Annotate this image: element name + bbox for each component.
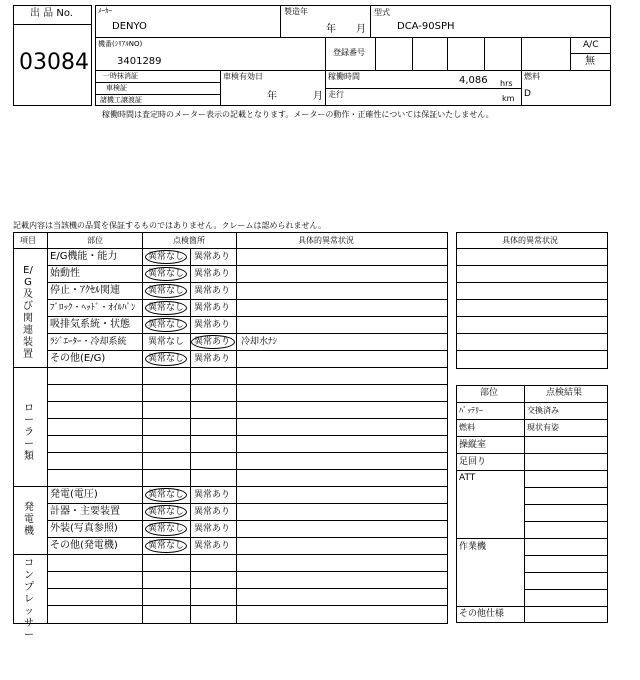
ng-option: 異常あり [194, 303, 231, 313]
ng-option: 異常あり [194, 320, 231, 330]
result-row-battery-value: 交換済み [527, 406, 559, 415]
group-label-generator: 発電機 [24, 502, 34, 537]
inspect-label: 車検有効日 [223, 72, 263, 81]
fuel-value: D [524, 89, 531, 99]
ok-option: 異常なし [148, 252, 185, 262]
reg-label: 登録番号 [333, 48, 365, 57]
part-cell: 発電(電圧) [50, 489, 98, 500]
result-row-undercarriage-part: 足回り [459, 457, 487, 467]
col-item-header: 項目 [20, 236, 36, 245]
ac-label: A/C [583, 40, 599, 50]
part-cell: その他(発電機) [50, 540, 118, 551]
result-col-result: 点検結果 [546, 388, 583, 398]
ng-option: 異常あり [194, 507, 231, 517]
result-row-fuel-value: 現状有姿 [527, 423, 559, 432]
fuel-label: 燃料 [524, 72, 540, 81]
part-cell: 吸排気系統・状態 [50, 319, 130, 330]
ok-option: 異常なし [148, 337, 185, 347]
detail-cell: 冷却水ﾅｼ [241, 337, 278, 347]
inspect-month-unit: 月 [313, 91, 323, 102]
lot-label: 出 品 No. [30, 8, 73, 19]
month-unit: 月 [356, 24, 366, 35]
hours-value: 4,086 [459, 75, 488, 86]
work-cert-label: 諸機工譲渡証 [100, 96, 142, 104]
ac-value: 無 [585, 56, 595, 67]
col-check-header: 点検箇所 [173, 236, 205, 245]
part-cell: ﾗｼﾞｴｰﾀｰ・冷却系統 [50, 337, 127, 347]
distance-label: 走行 [328, 90, 344, 99]
hours-unit: hrs [500, 79, 513, 88]
ok-option: 異常なし [148, 269, 185, 279]
model-value: DCA-90SPH [397, 21, 455, 32]
inspect-year-unit: 年 [267, 91, 277, 102]
result-row-other-part: その他仕様 [459, 609, 505, 619]
result-row-workmachine-part: 作業機 [459, 542, 487, 552]
ng-option: 異常あり [194, 252, 231, 262]
part-cell: 停止・ｱｸｾﾙ関連 [50, 285, 120, 296]
part-cell: その他(E/G) [50, 353, 106, 364]
part-cell: 計器・主要装置 [50, 506, 120, 517]
model-label: 型式 [374, 8, 390, 17]
right-detail-title: 具体的異常状況 [502, 236, 558, 245]
group-label-engine: E/G及び関連装置 [23, 265, 33, 360]
ok-option: 異常なし [148, 303, 185, 313]
group-label-roller: ローラー類 [24, 403, 34, 462]
maker-value: DENYO [112, 21, 147, 32]
ng-option: 異常あり [194, 286, 231, 296]
year-label: 製造年 [284, 7, 308, 16]
year-unit: 年 [326, 24, 336, 35]
result-row-fuel-part: 燃料 [459, 423, 475, 432]
part-cell: ﾌﾞﾛｯｸ・ﾍｯﾄﾞ・ｵｲﾙﾊﾟﾝ [50, 303, 136, 313]
ng-option: 異常あり [194, 524, 231, 534]
result-row-att-part: ATT [459, 473, 476, 483]
result-row-cabin-part: 操縦室 [459, 440, 487, 450]
ng-option: 異常あり [194, 269, 231, 279]
ok-option: 異常なし [148, 541, 185, 551]
col-part-header: 部位 [87, 236, 103, 245]
ng-option: 異常あり [194, 354, 231, 364]
part-cell: 始動性 [50, 268, 80, 279]
part-cell: 外装(写真参照) [50, 523, 118, 534]
result-col-part: 部位 [480, 388, 499, 398]
ng-option: 異常あり [194, 490, 231, 500]
ng-option: 異常あり [194, 337, 231, 347]
serial-label: 機番(ｼﾘｱﾙNO) [98, 40, 143, 48]
distance-unit: km [502, 94, 515, 103]
ok-option: 異常なし [148, 524, 185, 534]
ok-option: 異常なし [148, 320, 185, 330]
result-row-battery-part: ﾊﾞｯﾃﾘｰ [459, 406, 483, 415]
car-cert-label: 車検証 [106, 84, 127, 92]
ok-option: 異常なし [148, 490, 185, 500]
hours-note: 稼働時間は査定時のメーター表示の記載となります。メーターの動作・正確性については保証いたしません。 [102, 110, 494, 119]
ok-option: 異常なし [148, 286, 185, 296]
maker-label: ﾒｰｶｰ [98, 7, 112, 15]
group-label-compressor: コンプレッサー [24, 558, 34, 641]
disclaimer: 記載内容は当該機の品質を保証するものではありません。クレームは認められません。 [13, 221, 326, 230]
part-cell: E/G機能・能力 [50, 251, 118, 262]
temp-cert-label: 一時抹消証 [103, 72, 138, 80]
ok-option: 異常なし [148, 507, 185, 517]
serial-value: 3401289 [117, 56, 162, 67]
col-detail-header: 具体的異常状況 [298, 236, 354, 245]
ok-option: 異常なし [148, 354, 185, 364]
ng-option: 異常あり [194, 541, 231, 551]
lot-number: 03084 [19, 50, 89, 75]
hours-label: 稼働時間 [328, 72, 360, 81]
